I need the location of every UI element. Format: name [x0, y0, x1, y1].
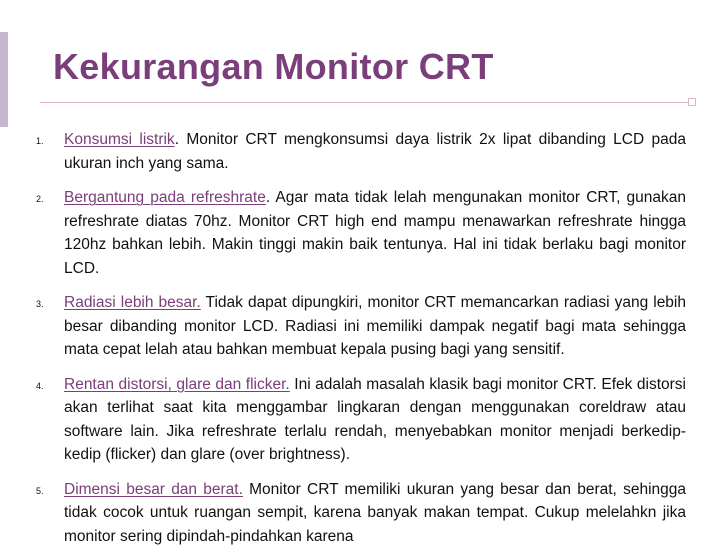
- list-item: [36, 373, 686, 467]
- item-heading: Radiasi lebih besar.: [64, 294, 201, 311]
- list-item: [36, 291, 686, 362]
- list-item: [36, 128, 686, 175]
- title-underline-end-marker: [688, 98, 696, 106]
- item-text: . Agar mata tidak lelah mengunakan monitor CRT, gunakan refreshrate diatas 70hz. Monitor CRT high end mampu menawarkan refreshrate hingga 120hz bahkan lebih. Makin tinggi makin baik tentunya. Hal ini tidak berlaku bagi monitor LCD.: [64, 189, 686, 277]
- title-underline: [40, 102, 692, 103]
- shortcomings-list: [36, 128, 686, 559]
- item-text: Ini adalah masalah klasik bagi monitor CRT. Efek distorsi akan terlihat saat kita menggambar lingkaran dengan menggunakan coreldraw atau software lain. Jika refreshrate terlalu rendah, menyebabkan monitor menjadi berkedip-kedip (flicker) dan glare (over brightness).: [64, 375, 686, 463]
- item-number: 5.: [36, 485, 44, 496]
- list-item: [36, 478, 686, 549]
- item-heading: Dimensi besar dan berat.: [64, 480, 243, 498]
- item-text: Tidak dapat dipungkiri, monitor CRT memancarkan radiasi yang lebih besar dibanding monitor LCD. Radiasi ini memiliki dampak negatif bagi mata sehingga mata cepat lelah atau bahkan membuat kepala pusing bagi yang sensitif.: [64, 294, 686, 358]
- item-heading: Konsumsi listrik: [64, 131, 175, 148]
- item-heading: Bergantung pada refreshrate: [64, 189, 266, 206]
- item-number: 2.: [36, 194, 44, 204]
- list-item: [36, 186, 686, 280]
- slide-title: Kekurangan Monitor CRT: [53, 46, 494, 87]
- item-number: 1.: [36, 136, 44, 146]
- item-number: 3.: [36, 299, 44, 309]
- item-number: 4.: [36, 380, 44, 391]
- accent-bar: [0, 32, 8, 127]
- item-text: . Monitor CRT mengkonsumsi daya listrik 2x lipat dibanding LCD pada ukuran inch yang sama.: [64, 131, 686, 172]
- item-heading: Rentan distorsi, glare dan flicker.: [64, 375, 290, 393]
- item-text: Monitor CRT memiliki ukuran yang besar dan berat, sehingga tidak cocok untuk ruangan sempit, karena banyak makan tempat. Cukup melelahkn jika monitor sering dipindah-pindahkan karena: [64, 480, 686, 545]
